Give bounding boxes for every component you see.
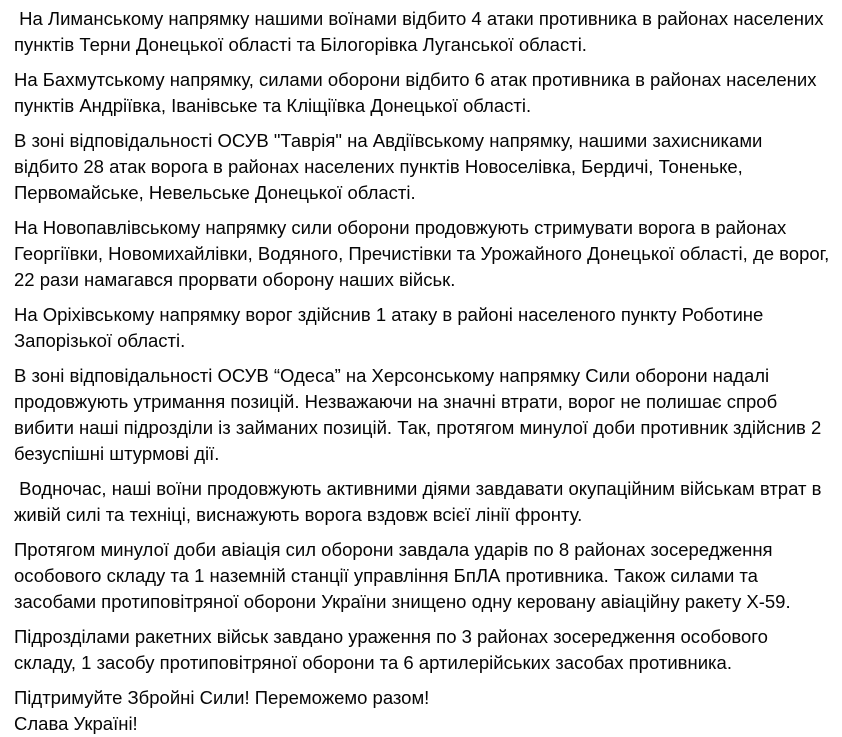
paragraph-orikhiv-direction: На Оріхівському напрямку ворог здійснив 1 атаку в районі населеного пункту Роботине Запорізької області. — [14, 304, 769, 351]
paragraph-avdiivka-direction: В зоні відповідальності ОСУВ "Таврія" на Авдіївському напрямку, нашими захисниками відбито 28 атак ворога в районах населених пунктів Новоселівка, Бердичі, Тоненьке, Первомайське, Невельське Донецької області. — [14, 130, 768, 203]
paragraph-bakhmut-direction: На Бахмутському напрямку, силами оборони відбито 6 атак противника в районах населених пунктів Андріївка, Іванівське та Кліщіївка Донецької області. — [14, 69, 822, 116]
closing-support-line: Підтримуйте Збройні Сили! Переможемо разом! — [14, 687, 430, 708]
paragraph-lyman-direction: На Лиманському напрямку нашими воїнами відбито 4 атаки противника в районах населених пунктів Терни Донецької області та Білогорівка Луганської області. — [14, 8, 829, 55]
paragraph-kherson-direction: В зоні відповідальності ОСУВ “Одеса” на Херсонському напрямку Сили оборони надалі продовжують утримання позицій. Незважаючи на значні втрати, ворог не полишає спроб вибити наші підрозділи із займаних позицій. Так, протягом минулої доби противник здійснив 2 безуспішні штурмові дії. — [14, 365, 827, 464]
paragraph-aviation-strikes: Протягом минулої доби авіація сил оборони завдала ударів по 8 районах зосередження особового складу та 1 наземній станції управління БпЛА противника. Також силами та засобами протиповітряної оборони України знищено одну керовану авіаційну ракету Х-59. — [14, 539, 791, 612]
paragraph-active-operations: Водночас, наші воїни продовжують активними діями завдавати окупаційним військам втрат в живій силі та техніці, виснажують ворога вздовж всієї лінії фронту. — [14, 478, 827, 525]
paragraph-novopavlivka-direction: На Новопавлівському напрямку сили оборони продовжують стримувати ворога в районах Георгіївки, Новомихайлівки, Водяного, Пречистівки та Урожайного Донецької області, де ворог, 22 рази намагався прорвати оборону наших військ. — [14, 217, 835, 290]
closing-glory-line: Слава Україні! — [14, 713, 138, 734]
paragraph-missile-troops: Підрозділами ракетних військ завдано ураження по 3 районах зосередження особового складу, 1 засобу протиповітряної оборони та 6 артилерійських засобах противника. — [14, 626, 774, 673]
